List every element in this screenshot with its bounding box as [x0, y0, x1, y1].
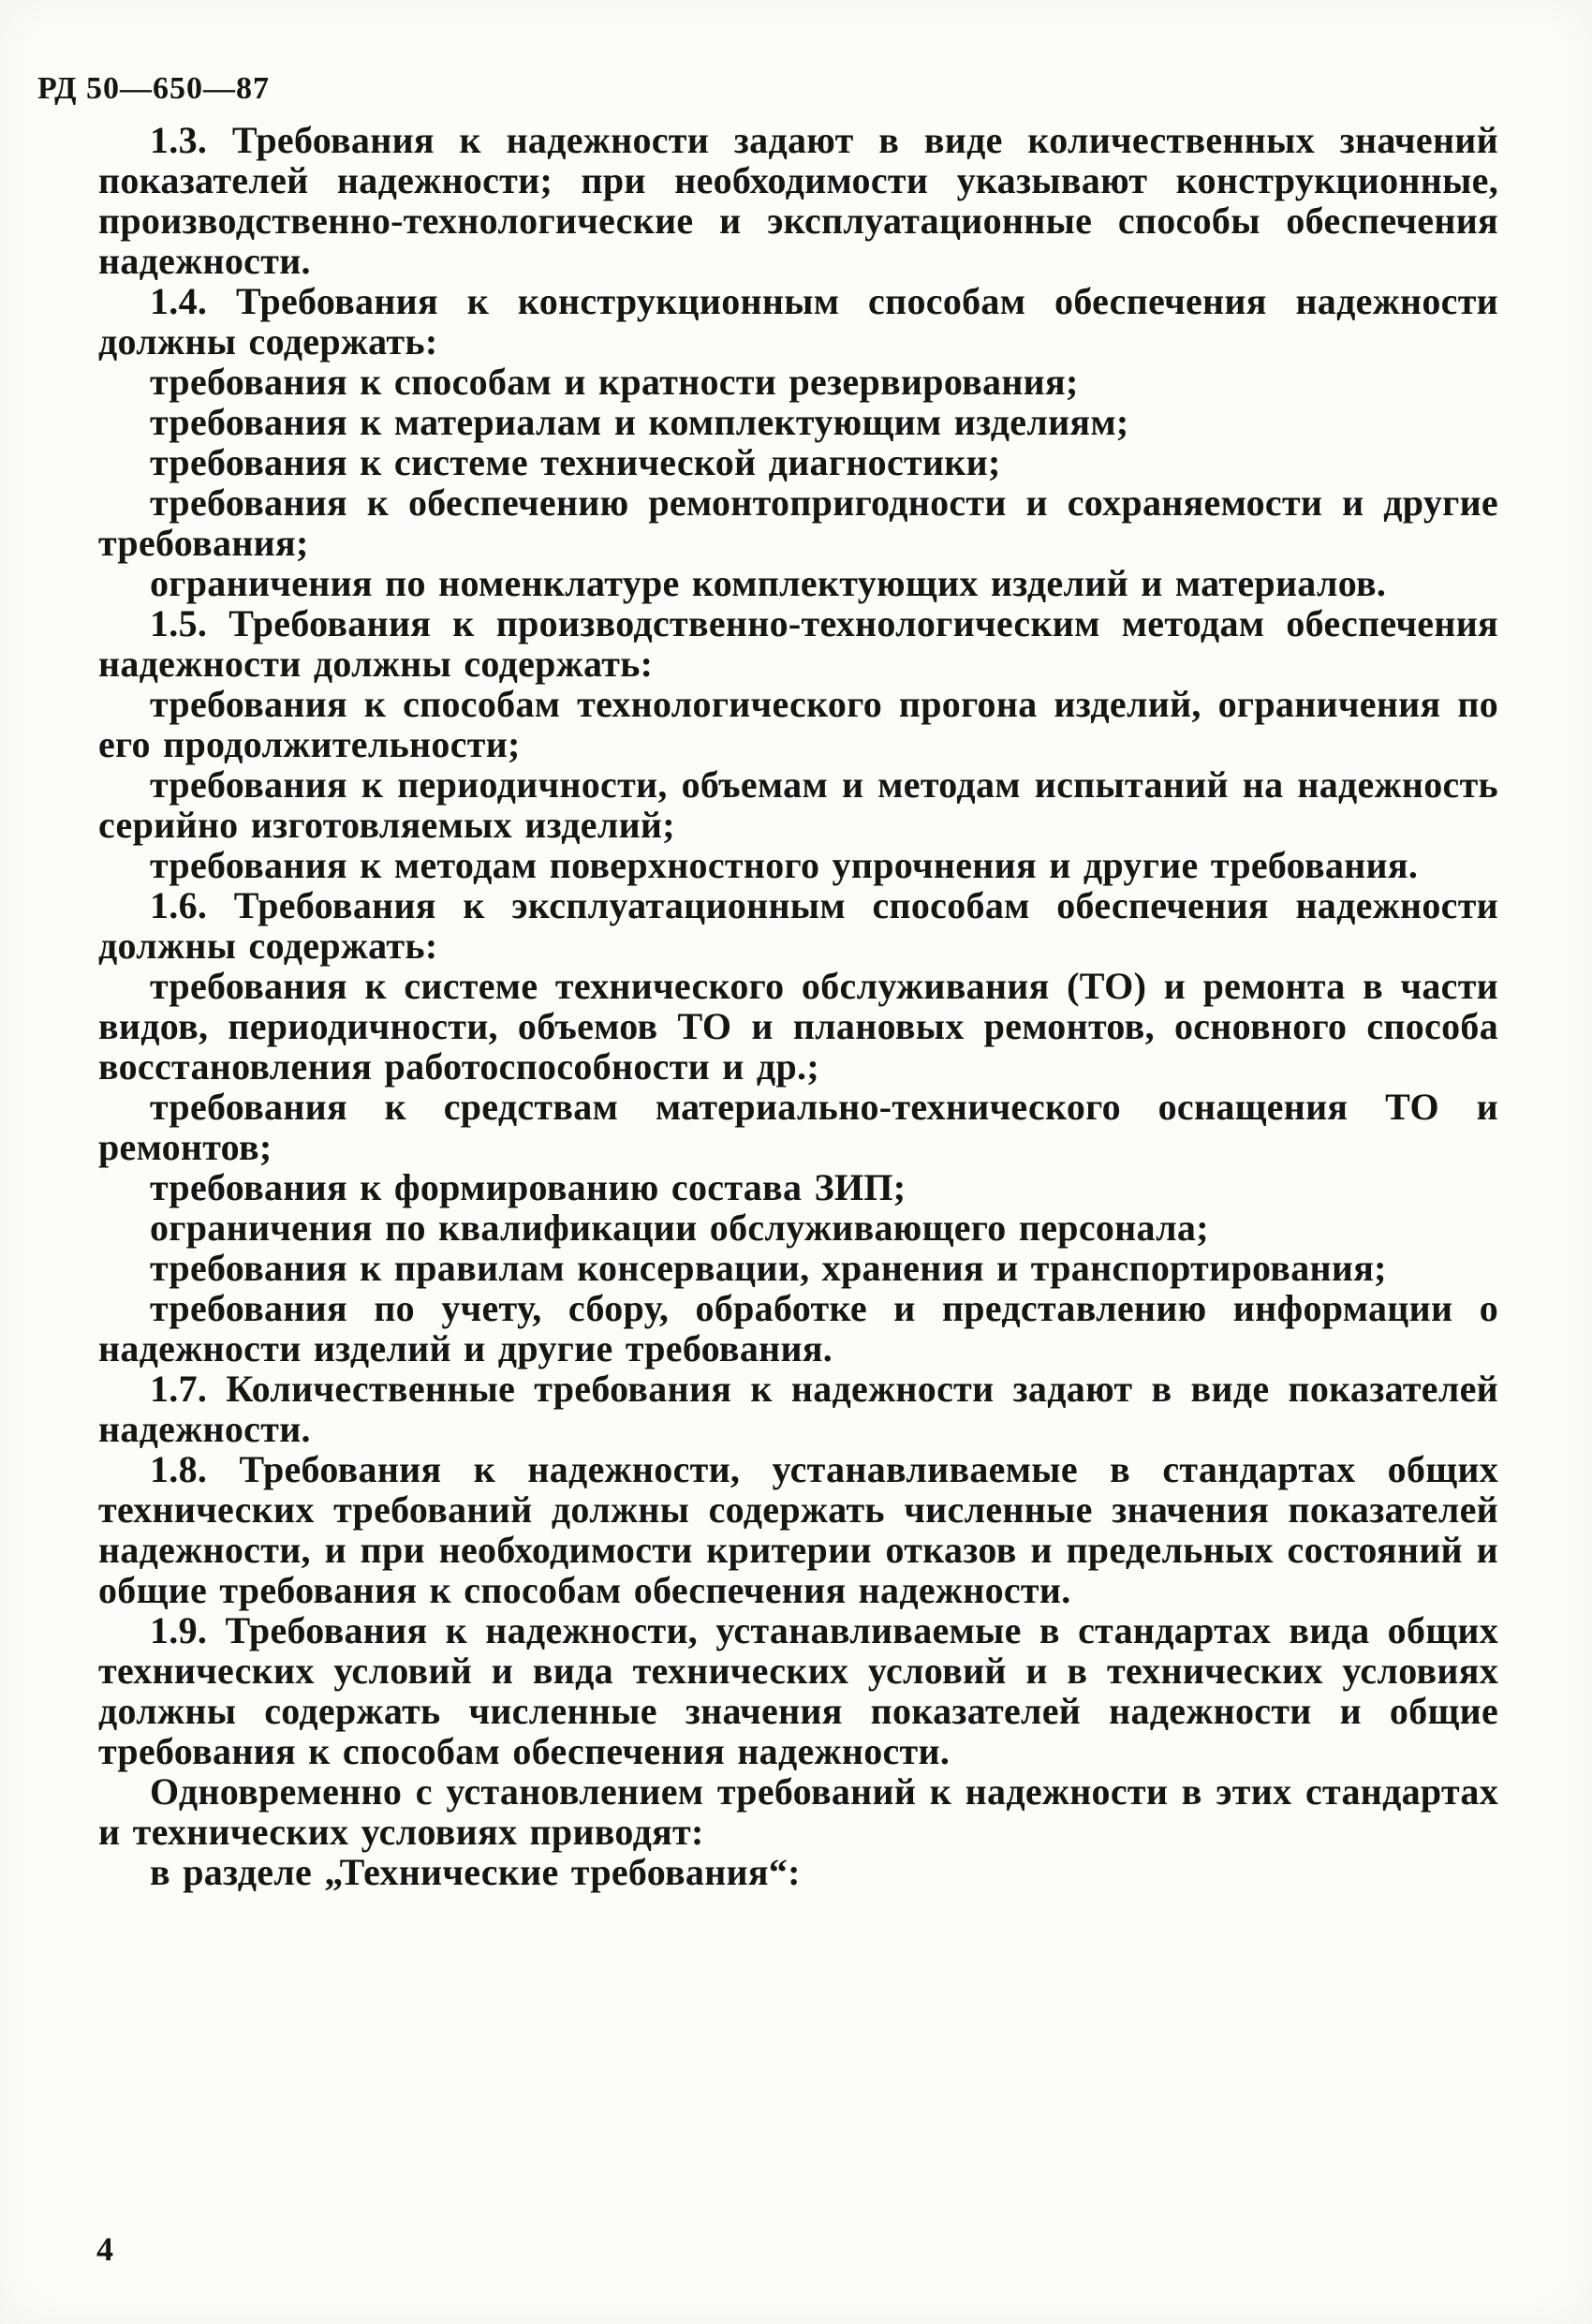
- document-body: [98, 120, 1498, 1892]
- para-simultaneous-requirements: Одновременно с установлением требований к надежности в этих стандартах и технических условиях приводят:: [98, 1770, 1498, 1853]
- clause-1-9: 1.9. Требования к надежности, устанавливаемые в стандартах вида общих технических условий и вида технических условий и в технических условиях должны содержать численные значения показателей надежности и общие требования к способам обеспечения надежности.: [98, 1609, 1498, 1772]
- item-personnel-qualification: ограничения по квалификации обслуживающего персонала;: [150, 1206, 1209, 1249]
- item-reservation-methods: требования к способам и кратности резервирования;: [150, 361, 1079, 403]
- item-technical-diagnostics: требования к системе технической диагностики;: [150, 441, 1001, 483]
- item-materials-components: требования к материалам и комплектующим изделиям;: [150, 401, 1129, 443]
- item-reliability-information: требования по учету, сбору, обработке и представлению информации о надежности изделий и другие требования.: [98, 1287, 1498, 1369]
- item-surface-hardening: требования к методам поверхностного упрочнения и другие требования.: [150, 844, 1419, 886]
- para-section-technical-requirements: в разделе „Технические требования“:: [150, 1851, 801, 1893]
- clause-1-5: 1.5. Требования к производственно-технологическим методам обеспечения надежности должны содержать:: [98, 602, 1498, 685]
- clause-1-8: 1.8. Требования к надежности, устанавливаемые в стандартах общих технических требований должны содержать численные значения показателей надежности, и при необходимости критерии отказов и предельных состояний и общие требования к способам обеспечения надежности.: [98, 1448, 1498, 1611]
- clause-1-4: 1.4. Требования к конструкционным способам обеспечения надежности должны содержать:: [98, 280, 1498, 363]
- clause-1-7: 1.7. Количественные требования к надежности задают в виде показателей надежности.: [98, 1368, 1498, 1450]
- item-maintenance-system: требования к системе технического обслуживания (ТО) и ремонта в части видов, периодичности, объемов ТО и плановых ремонтов, основного способа восстановления работоспособности и др.;: [98, 965, 1498, 1088]
- item-spare-parts-zip: требования к формированию состава ЗИП;: [150, 1166, 907, 1208]
- page-number: 4: [96, 2230, 113, 2268]
- item-nomenclature-limits: ограничения по номенклатуре комплектующих изделий и материалов.: [150, 562, 1387, 604]
- item-test-periodicity: требования к периодичности, объемам и методам испытаний на надежность серийно изготовляемых изделий;: [98, 763, 1498, 846]
- item-maintenance-equipment: требования к средствам материально-технического оснащения ТО и ремонтов;: [98, 1086, 1498, 1168]
- item-maintainability: требования к обеспечению ремонтопригодности и сохраняемости и другие требования;: [98, 481, 1498, 564]
- item-conservation-rules: требования к правилам консервации, хранения и транспортирования;: [150, 1247, 1387, 1289]
- clause-1-6: 1.6. Требования к эксплуатационным способам обеспечения надежности должны содержать:: [98, 884, 1498, 967]
- document-code: РД 50—650—87: [37, 71, 271, 106]
- item-technological-run: требования к способам технологического прогона изделий, ограничения по его продолжительности;: [98, 683, 1498, 765]
- clause-1-3: 1.3. Требования к надежности задают в виде количественных значений показателей надежности; при необходимости указывают конструкционные, производственно-технологические и эксплуатационные способы обеспечения надежности.: [98, 119, 1498, 282]
